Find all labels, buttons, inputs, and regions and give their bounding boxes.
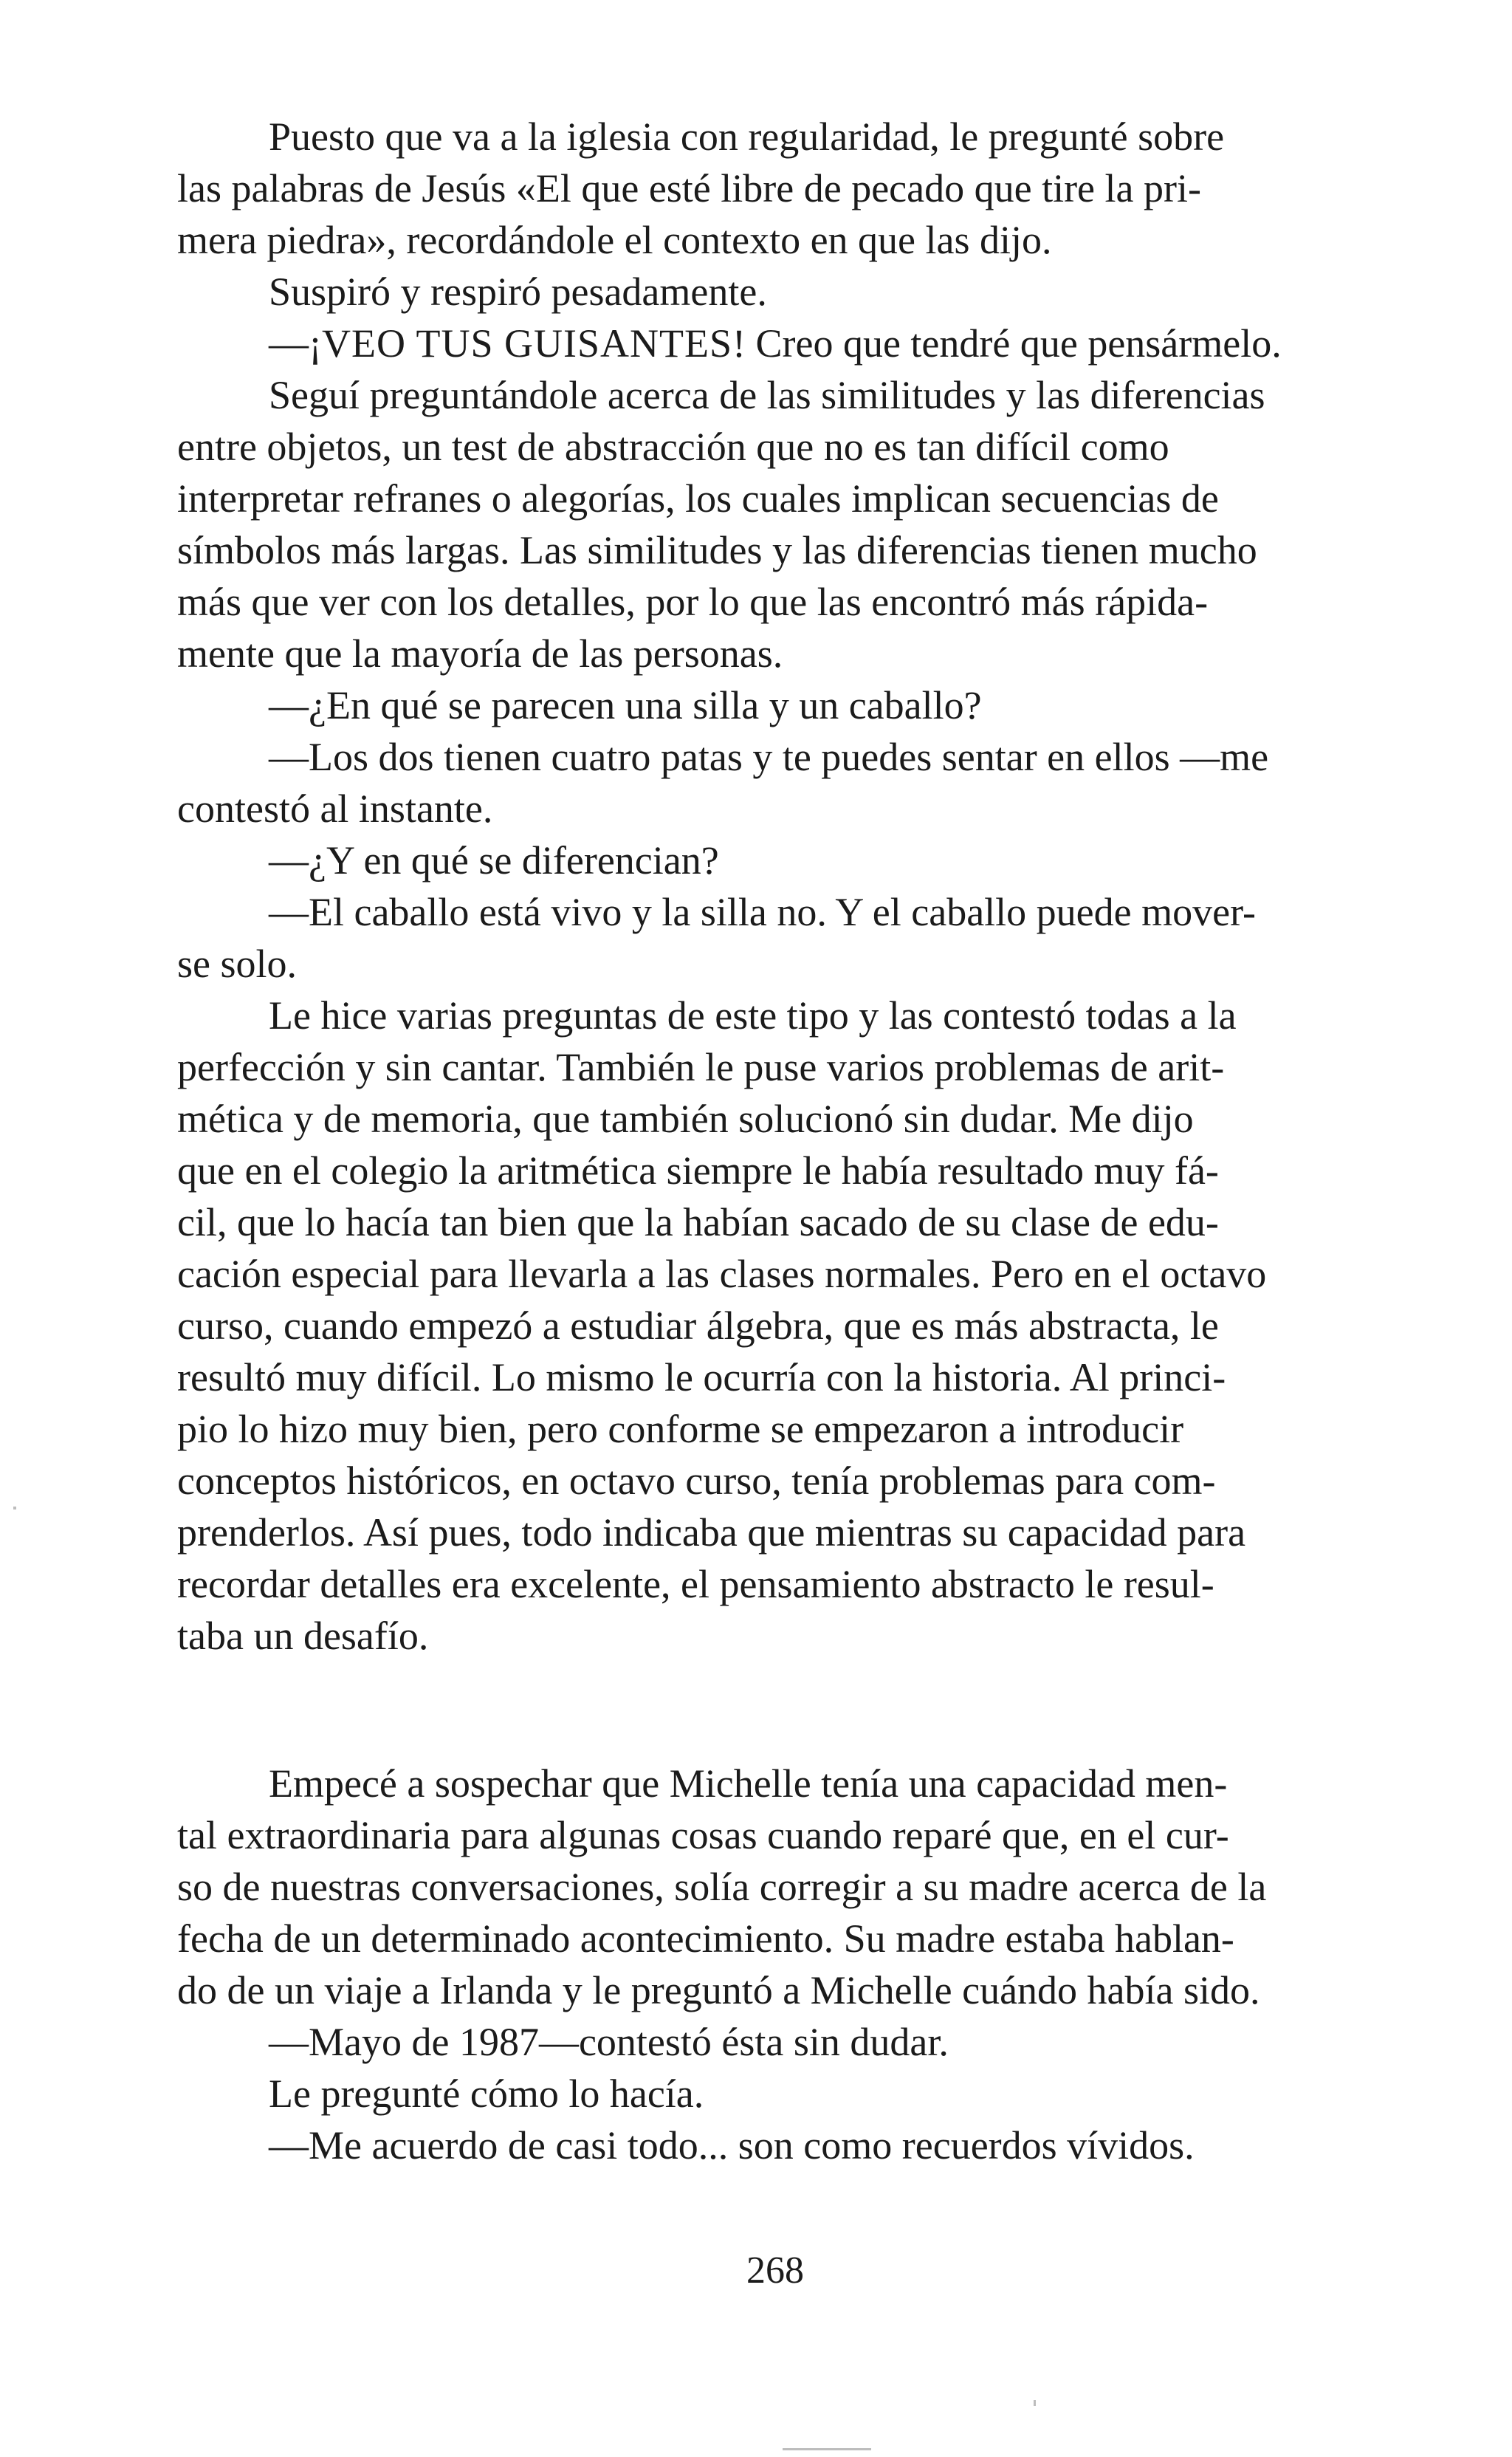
- text-line: más que ver con los detalles, por lo que las encontró más rápida-: [177, 580, 1209, 624]
- book-page: [177, 111, 1373, 2371]
- text-line: Le pregunté cómo lo hacía.: [269, 2072, 704, 2116]
- dialogue-line: [269, 318, 1282, 369]
- text-line: símbolos más largas. Las similitudes y las diferencias tienen mucho: [177, 528, 1257, 572]
- text-line: las palabras de Jesús «El que esté libre de pecado que tire la pri-: [177, 166, 1201, 210]
- dialogue-line: —¿En qué se parecen una silla y un caballo?: [269, 683, 982, 727]
- text-line: mética y de memoria, que también solucionó sin dudar. Me dijo: [177, 1097, 1194, 1141]
- text-line: mera piedra», recordándole el contexto en que las dijo.: [177, 218, 1052, 262]
- text-line: se solo.: [177, 942, 297, 986]
- text-line: Puesto que va a la iglesia con regularidad, le pregunté sobre: [269, 114, 1225, 159]
- page-number: 268: [746, 2249, 804, 2292]
- text-line: curso, cuando empezó a estudiar álgebra, que es más abstracta, le: [177, 1303, 1219, 1348]
- small-caps-text: VEO TUS GUISANTES: [321, 321, 733, 366]
- text-line: Le hice varias preguntas de este tipo y las contestó todas a la: [269, 993, 1237, 1038]
- text-line: perfección y sin cantar. También le puse varios problemas de arit-: [177, 1045, 1225, 1089]
- text-line: conceptos históricos, en octavo curso, tenía problemas para com-: [177, 1459, 1216, 1503]
- text-line: prenderlos. Así pues, todo indicaba que mientras su capacidad para: [177, 1510, 1246, 1555]
- text-line: entre objetos, un test de abstracción que no es tan difícil como: [177, 425, 1169, 469]
- text-line: Suspiró y respiró pesadamente.: [269, 270, 767, 314]
- dialogue-line: —Me acuerdo de casi todo... son como recuerdos vívidos.: [269, 2123, 1195, 2168]
- text-line: cación especial para llevarla a las clases normales. Pero en el octavo: [177, 1252, 1267, 1296]
- text-line: fecha de un determinado acontecimiento. Su madre estaba hablan-: [177, 1916, 1234, 1961]
- text-line: que en el colegio la aritmética siempre le había resultado muy fá-: [177, 1148, 1219, 1193]
- scan-edge-mark: [783, 2448, 871, 2450]
- dialogue-line: —El caballo está vivo y la silla no. Y el caballo puede mover-: [269, 890, 1256, 934]
- scan-speck: [13, 1507, 16, 1510]
- text-line: recordar detalles era excelente, el pensamiento abstracto le resul-: [177, 1562, 1214, 1606]
- text-line: cil, que lo hacía tan bien que la habían sacado de su clase de edu-: [177, 1200, 1219, 1244]
- dialogue-line: —Mayo de 1987—contestó ésta sin dudar.: [269, 2020, 949, 2064]
- dialogue-dash: —¡: [269, 321, 322, 366]
- text-line: Seguí preguntándole acerca de las similitudes y las diferencias: [269, 373, 1265, 417]
- text-line: Empecé a sospechar que Michelle tenía una capacidad men-: [269, 1761, 1228, 1806]
- text-line: resultó muy difícil. Lo mismo le ocurría con la historia. Al princi-: [177, 1355, 1226, 1399]
- text-line: tal extraordinaria para algunas cosas cuando reparé que, en el cur-: [177, 1813, 1229, 1857]
- dialogue-line: —Los dos tienen cuatro patas y te puedes sentar en ellos —me: [269, 735, 1269, 779]
- dialogue-rest: ! Creo que tendré que pensármelo.: [732, 321, 1282, 366]
- text-line: so de nuestras conversaciones, solía corregir a su madre acerca de la: [177, 1865, 1267, 1909]
- text-line: contestó al instante.: [177, 787, 493, 831]
- text-line: interpretar refranes o alegorías, los cuales implican secuencias de: [177, 476, 1219, 521]
- text-line: do de un viaje a Irlanda y le preguntó a Michelle cuándo había sido.: [177, 1968, 1260, 2012]
- dialogue-line: —¿Y en qué se diferencian?: [269, 838, 719, 883]
- text-line: pio lo hizo muy bien, pero conforme se empezaron a introducir: [177, 1407, 1184, 1451]
- scan-speck: [1034, 2400, 1036, 2406]
- text-line: mente que la mayoría de las personas.: [177, 631, 783, 676]
- text-line: taba un desafío.: [177, 1614, 429, 1658]
